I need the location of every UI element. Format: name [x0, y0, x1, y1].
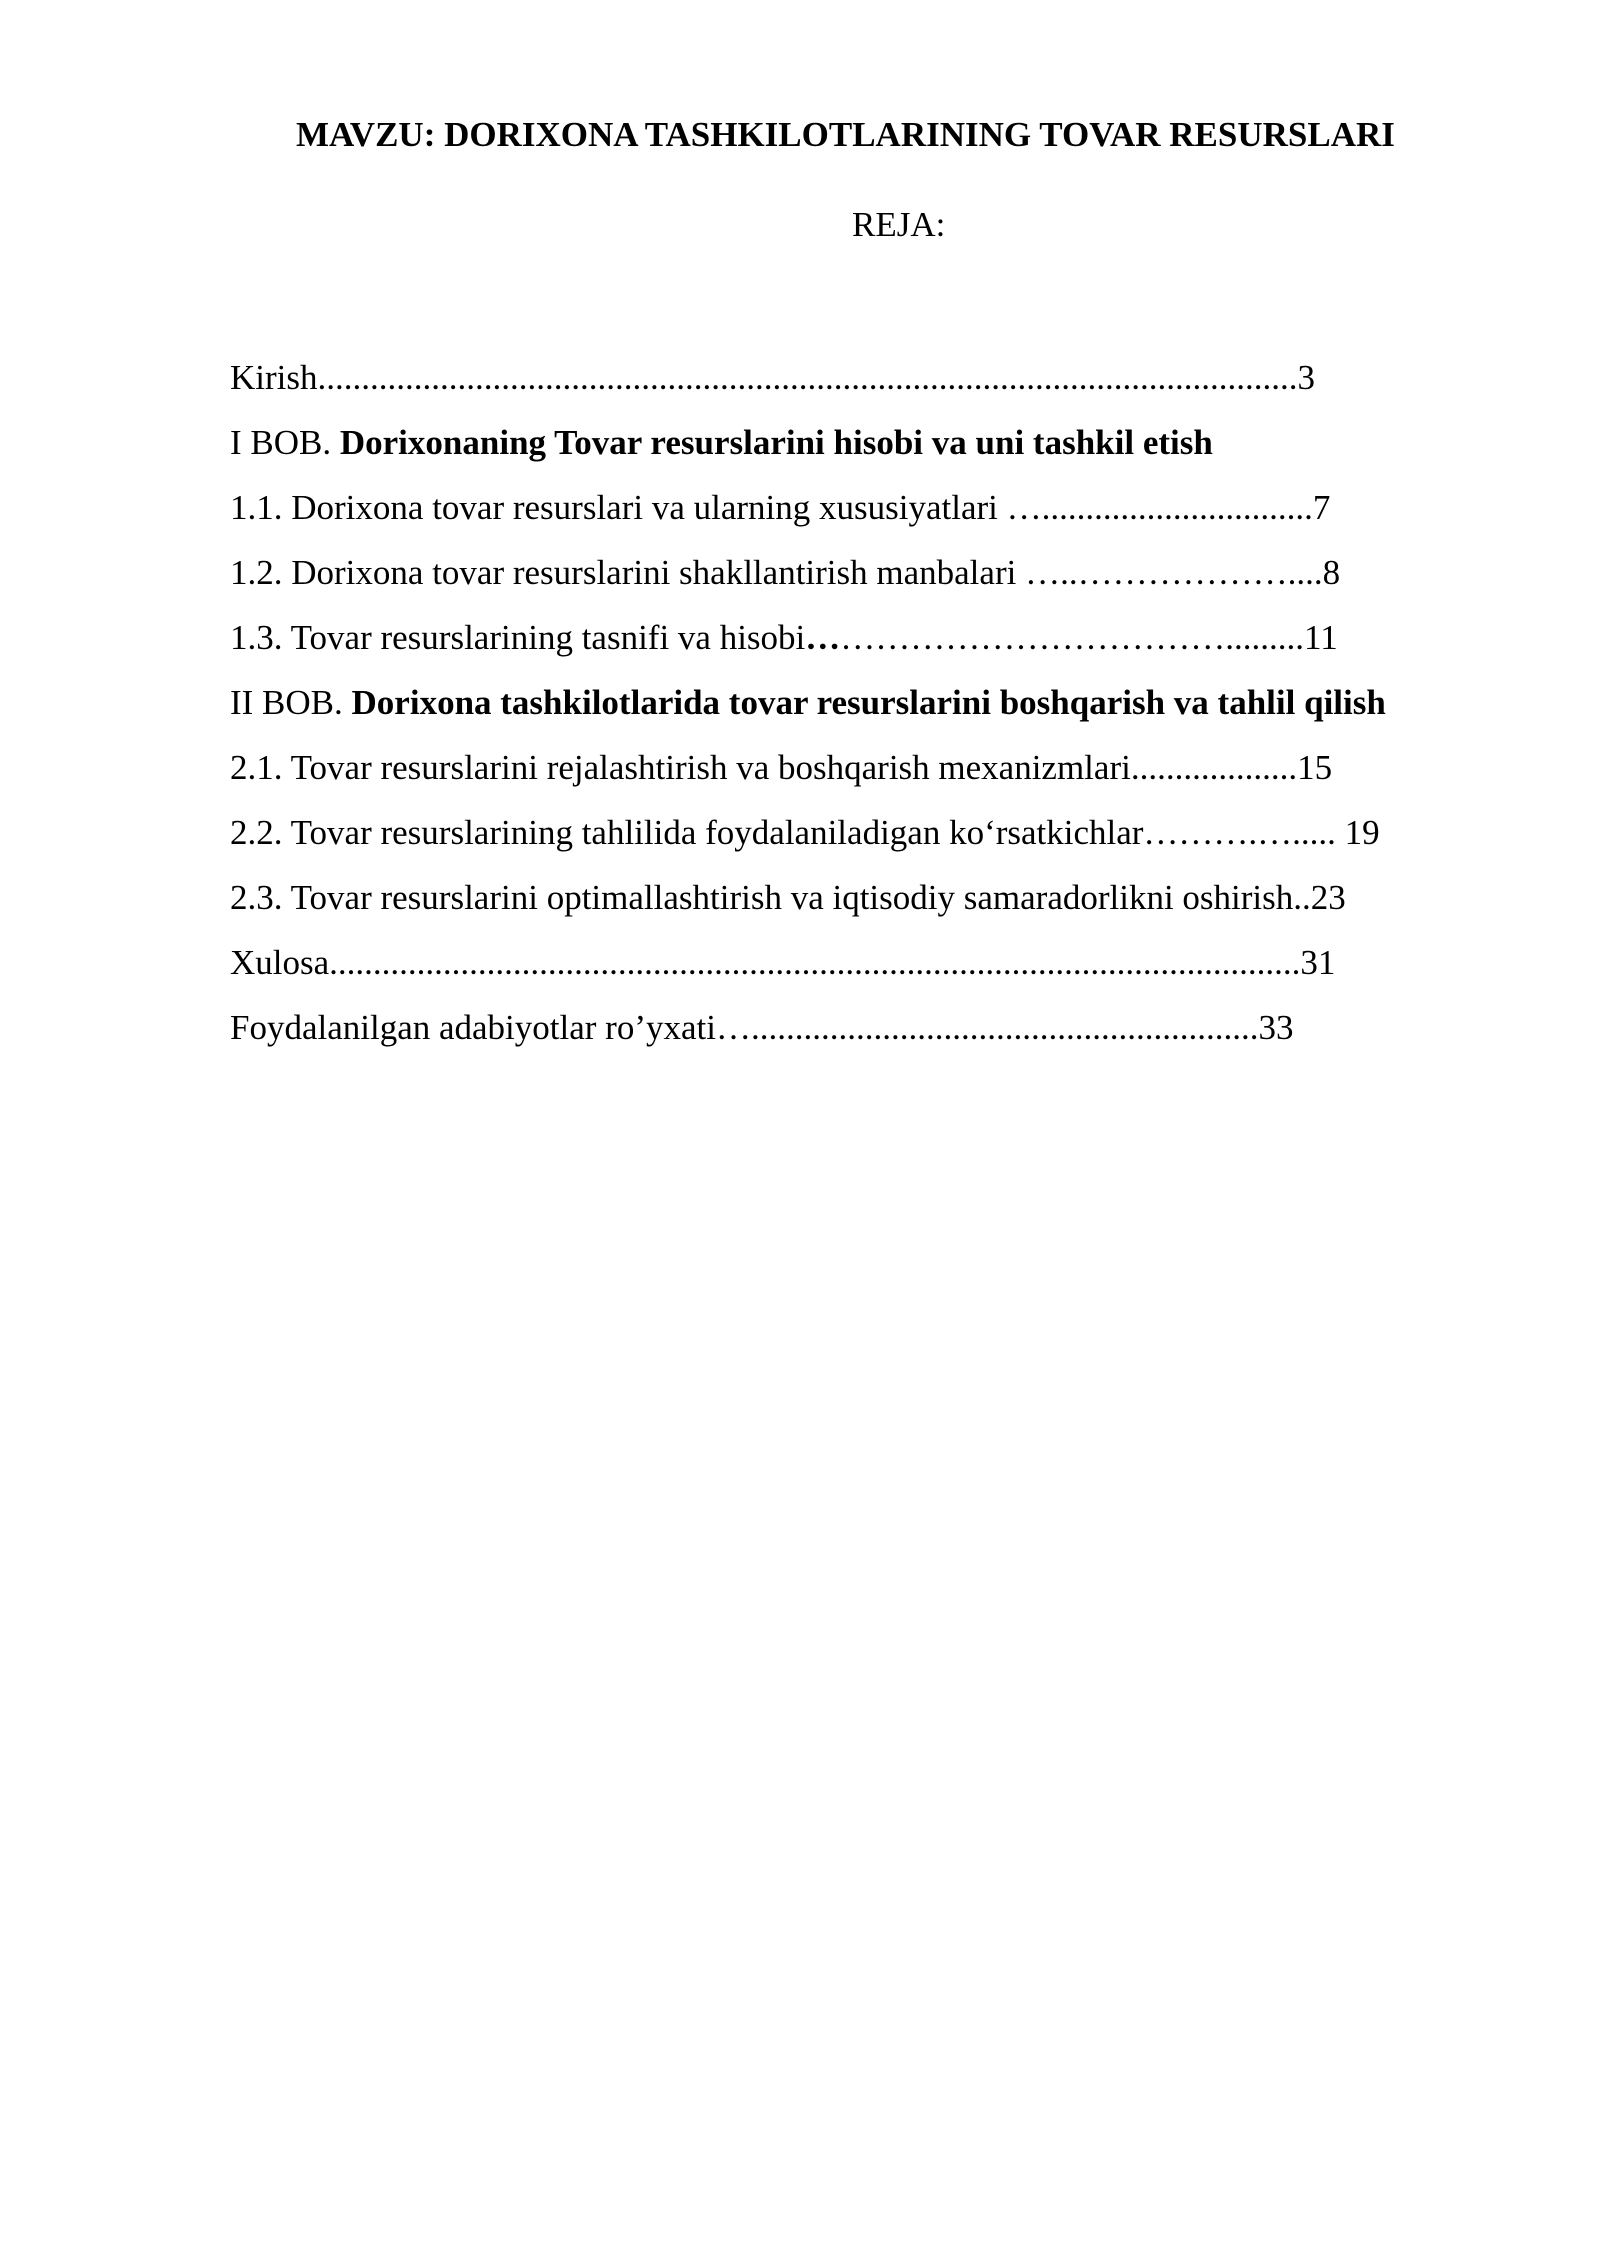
toc-entry-1-2: 1.2. Dorixona tovar resurslarini shakllantirish manbalari …..………………....8	[230, 553, 1341, 592]
toc-entry-1-3	[230, 614, 1530, 679]
toc-chapter-2	[230, 679, 1530, 744]
toc-entry-adabiyotlar: Foydalanilgan adabiyotlar ro’yxati…..........................................................33	[230, 1008, 1294, 1047]
toc-entry-2-1: 2.1. Tovar resurslarini rejalashtirish va boshqarish mexanizmlari...................15	[230, 748, 1333, 787]
toc-entry-2-3: 2.3. Tovar resurslarini optimallashtirish va iqtisodiy samaradorlikni oshirish..23	[230, 878, 1346, 917]
toc-entry-1-1: 1.1. Dorixona tovar resurslari va ularning xususiyatlari …...............................7	[230, 488, 1331, 527]
toc-entry-kirish: Kirish................................................................................................................3	[230, 358, 1315, 397]
toc-chapter-1	[230, 419, 1530, 484]
document-title: MAVZU: DORIXONA TASHKILOTLARINING TOVAR RESURSLARI	[296, 115, 1395, 154]
entry-1-3-text: 1.3. Tovar resurslarining tasnifi va hisobi	[230, 618, 806, 657]
toc-entry-2-2: 2.2. Tovar resurslarining tahlilida foydalaniladigan ko‘rsatkichlar……….…..... 19	[230, 813, 1380, 852]
toc-entry-xulosa: Xulosa...............................................................................................................31	[230, 943, 1336, 982]
table-of-contents	[230, 354, 1530, 1069]
entry-1-3-leader: …………………………….........11	[840, 618, 1338, 657]
entry-1-3-bold-dots: …	[805, 618, 841, 657]
plan-heading: REJA:	[852, 205, 946, 244]
chapter-1-title: Dorixonaning Tovar resurslarini hisobi va uni tashkil etish	[339, 423, 1213, 462]
chapter-2-prefix: II BOB.	[230, 683, 352, 722]
chapter-1-prefix: I BOB.	[230, 423, 340, 462]
chapter-2-title: Dorixona tashkilotlarida tovar resurslarini boshqarish va tahlil qilish	[351, 683, 1386, 722]
